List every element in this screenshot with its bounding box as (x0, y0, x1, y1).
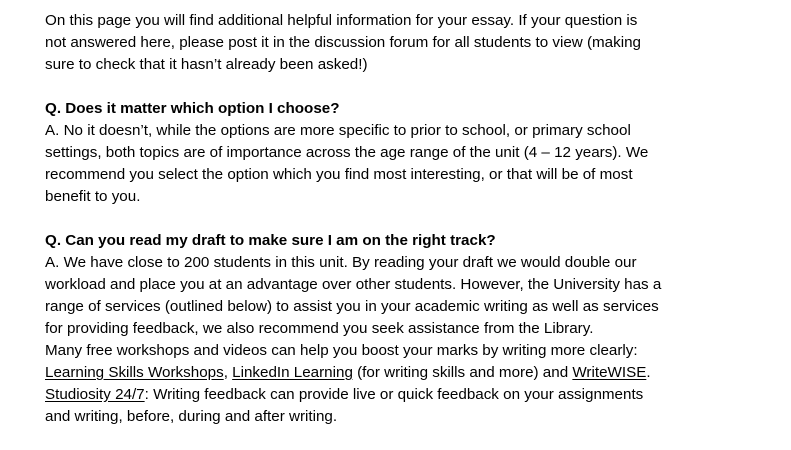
faq-answer-line: benefit to you. (45, 188, 141, 205)
faq-answer-line: A. No it doesn’t, while the options are more specific to prior to school, or primary school (45, 122, 631, 139)
intro-line: not answered here, please post it in the discussion forum for all students to view (making (45, 34, 641, 51)
writewise-link[interactable]: WriteWISE (572, 364, 647, 381)
workshops-intro-line: Many free workshops and videos can help you boost your marks by writing more clearly: (45, 342, 638, 359)
faq-answer-line: workload and place you at an advantage over other students. However, the University has a (45, 276, 662, 293)
learning-skills-workshops-link[interactable]: Learning Skills Workshops (45, 364, 224, 381)
studiosity-line (45, 384, 785, 406)
sentence-end: . (646, 364, 651, 381)
faq-answer-line: recommend you select the option which you find most interesting, or that will be of most (45, 166, 633, 183)
studiosity-link[interactable]: Studiosity 24/7 (45, 386, 145, 403)
final-line: and writing, before, during and after writing. (45, 408, 338, 425)
intro-line: On this page you will find additional helpful information for your essay. If your question is (45, 12, 638, 29)
intro-line: sure to check that it hasn’t already been asked!) (45, 56, 368, 73)
faq-item-option-choice (45, 98, 785, 208)
separator-text: , (223, 364, 233, 381)
linkedin-learning-link[interactable]: LinkedIn Learning (232, 364, 353, 381)
faq-answer-line: A. We have close to 200 students in this unit. By reading your draft we would double our (45, 254, 637, 271)
faq-question: Q. Can you read my draft to make sure I am on the right track? (45, 232, 496, 249)
faq-answer-line: for providing feedback, we also recommend you seek assistance from the Library. (45, 320, 594, 337)
faq-answer-line: settings, both topics are of importance across the age range of the unit (4 – 12 years). We (45, 144, 649, 161)
linkedin-description: (for writing skills and more) and (352, 364, 573, 381)
studiosity-description: : Writing feedback can provide live or quick feedback on your assignments (144, 386, 644, 403)
document-body (45, 10, 785, 450)
intro-paragraph (45, 10, 785, 76)
faq-answer-line: range of services (outlined below) to assist you in your academic writing as well as services (45, 298, 659, 315)
resource-links-line (45, 362, 785, 384)
faq-question: Q. Does it matter which option I choose? (45, 100, 340, 117)
faq-item-draft-review (45, 230, 785, 428)
